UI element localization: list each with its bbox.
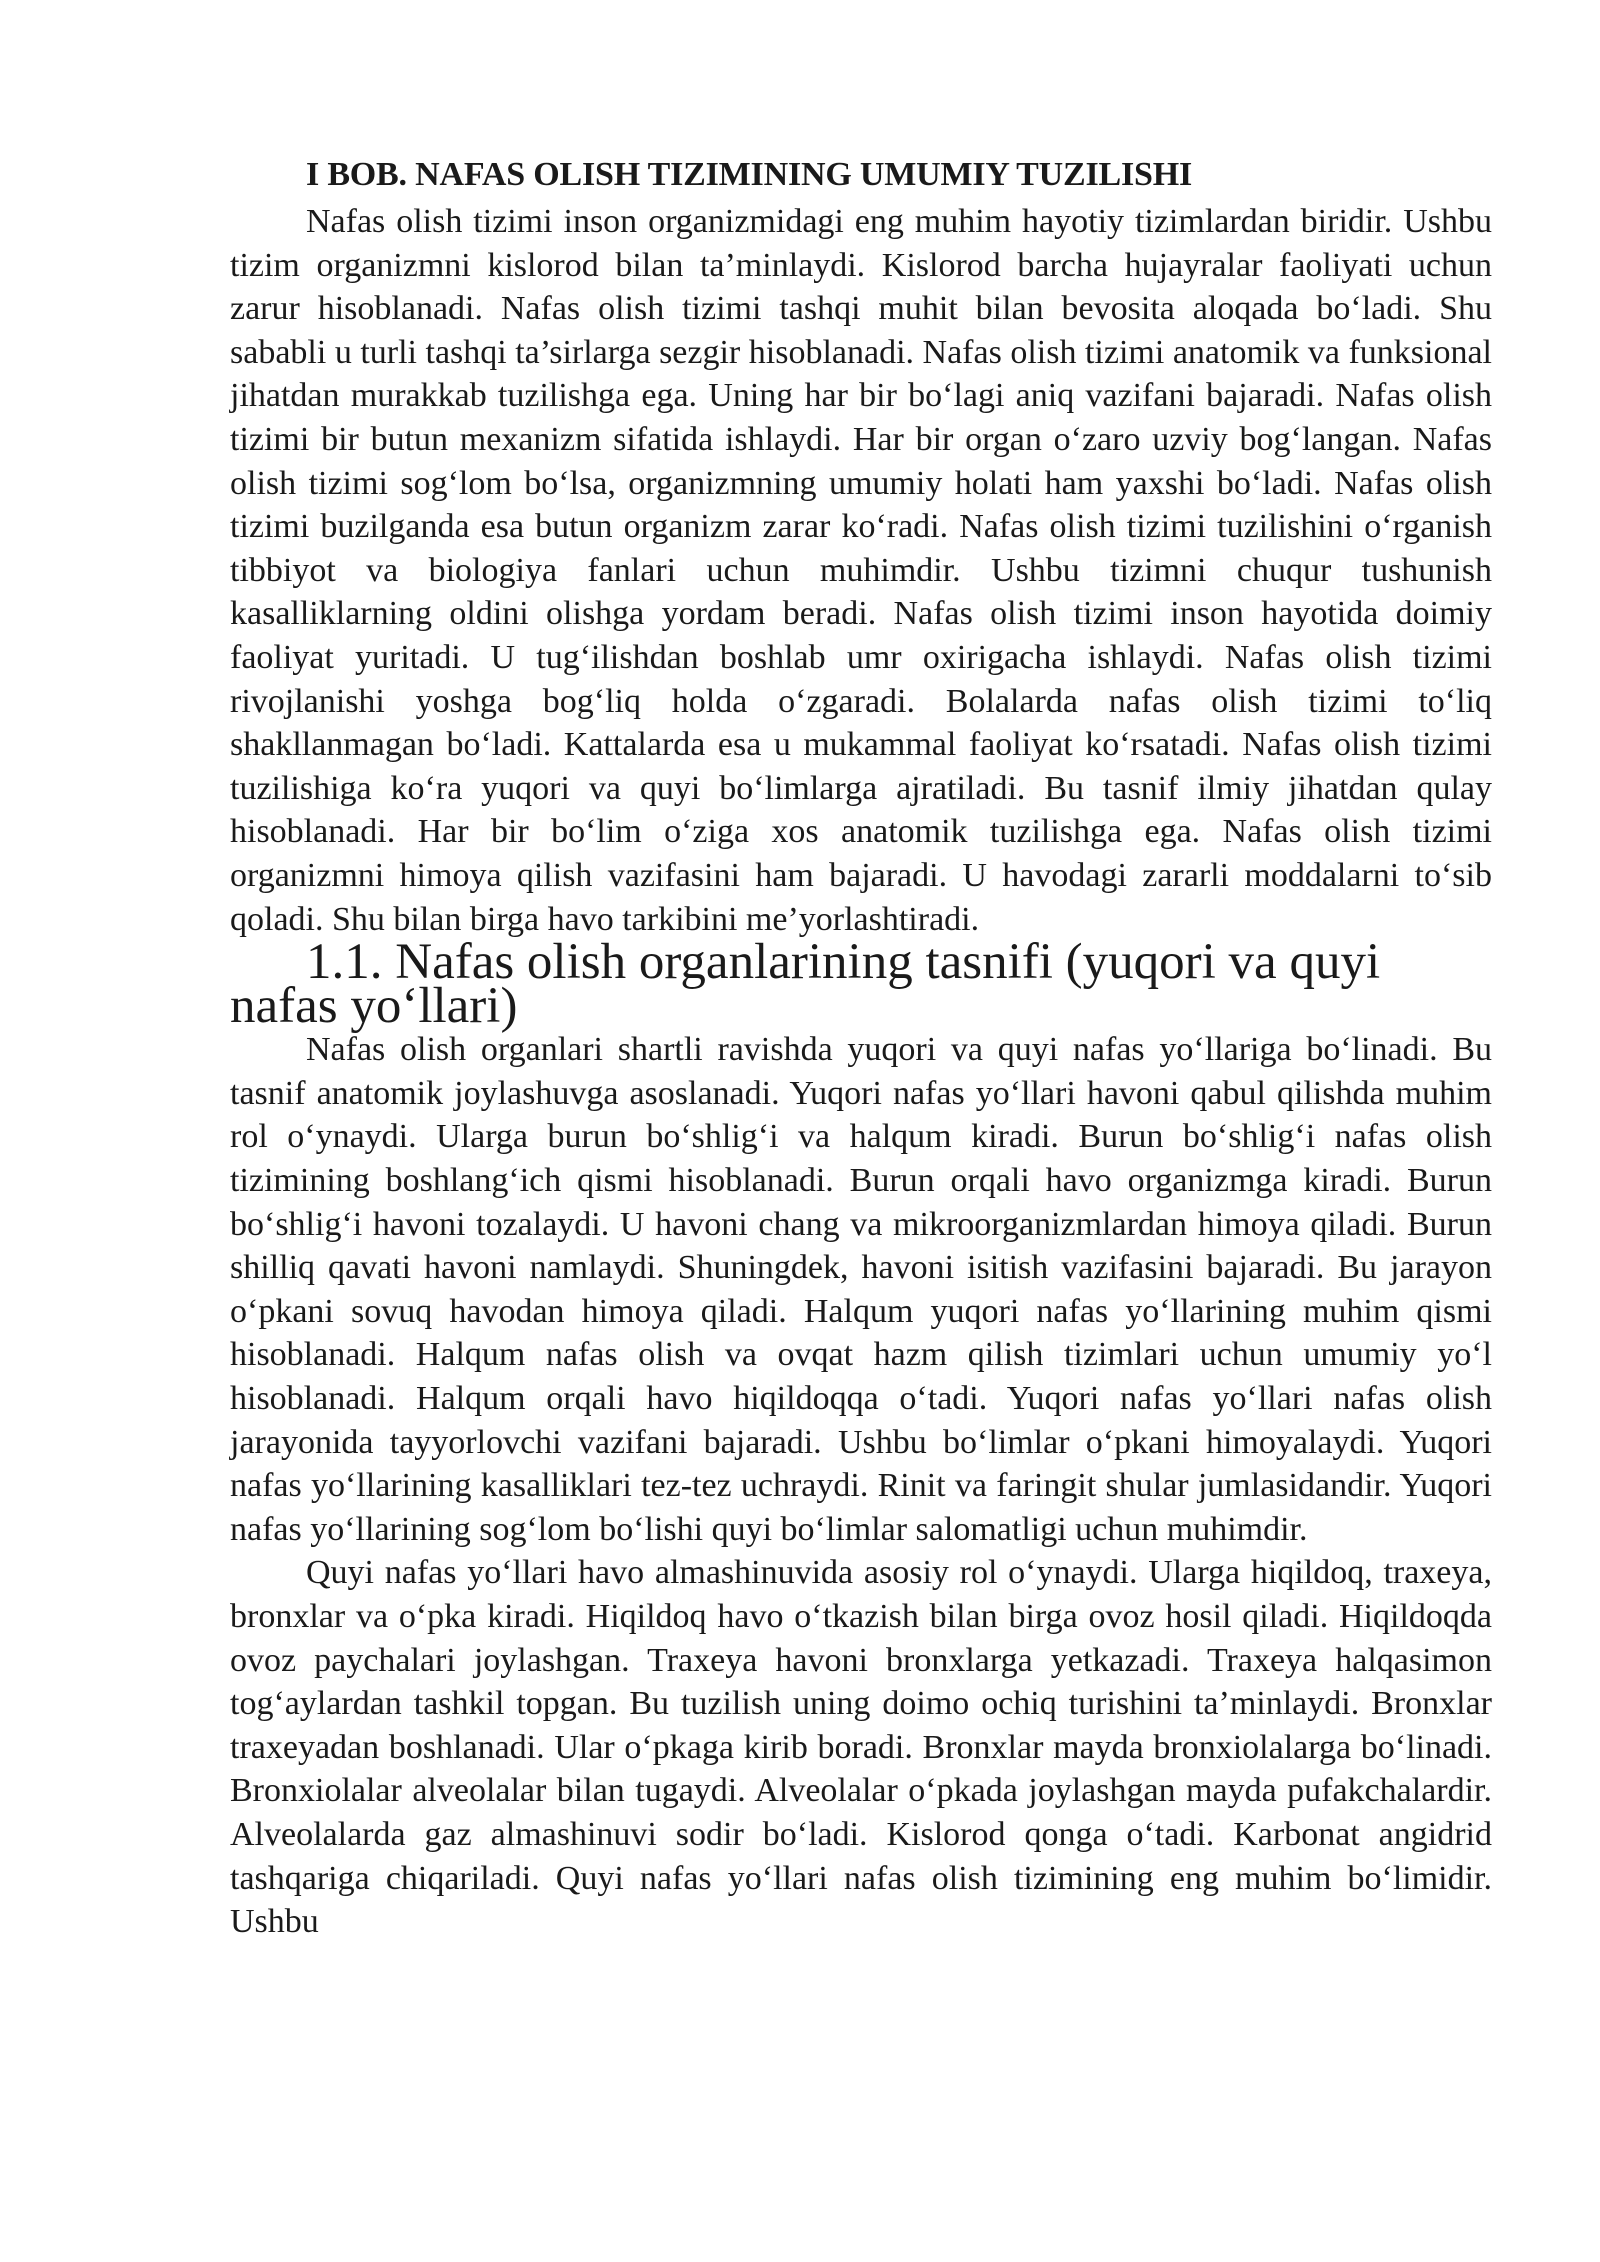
- chapter-title: I BOB. NAFAS OLISH TIZIMINING UMUMIY TUZILISHI: [306, 156, 1193, 193]
- paragraph-upper-airways: Nafas olish organlari shartli ravishda yuqori va quyi nafas yo‘llariga bo‘linadi. Bu tasnif anatomik joylashuvga asoslanadi. Yuqori nafas yo‘llari havoni qabul qilishda muhim rol o‘ynaydi. Ularga burun bo‘shlig‘i va halqum kiradi. Burun bo‘shlig‘i nafas olish tizimining boshlang‘ich qismi hisoblanadi. Burun orqali havo organizmga kiradi. Burun bo‘shlig‘i havoni tozalaydi. U havoni chang va mikroorganizmlardan himoya qiladi. Burun shilliq qavati havoni namlaydi. Shuningdek, havoni isitish vazifasini bajaradi. Bu jarayon o‘pkani sovuq havodan himoya qiladi. Halqum yuqori nafas yo‘llarining muhim qismi hisoblanadi. Halqum nafas olish va ovqat hazm qilish tizimlari uchun umumiy yo‘l hisoblanadi. Halqum orqali havo hiqildoqqa o‘tadi. Yuqori nafas yo‘llari nafas olish jarayonida tayyorlovchi vazifani bajaradi. Ushbu bo‘limlar o‘pkani himoyalaydi. Yuqori nafas yo‘llarining kasalliklari tez-tez uchraydi. Rinit va faringit shular jumlasidandir. Yuqori nafas yo‘llarining sog‘lom bo‘lishi quyi bo‘limlar salomatligi uchun muhimdir.: [230, 1031, 1492, 1548]
- paragraph-lower-airways: Quyi nafas yo‘llari havo almashinuvida asosiy rol o‘ynaydi. Ularga hiqildoq, traxeya, bronxlar va o‘pka kiradi. Hiqildoq havo o‘tkazish bilan birga ovoz hosil qiladi. Hiqildoqda ovoz paychalari joylashgan. Traxeya havoni bronxlarga yetkazadi. Traxeya halqasimon tog‘aylardan tashkil topgan. Bu tuzilish uning doimo ochiq turishini ta’minlaydi. Bronxlar traxeyadan boshlanadi. Ular o‘pkaga kirib boradi. Bronxlar mayda bronxiolalarga bo‘linadi. Bronxiolalar alveolalar bilan tugaydi. Alveolalar o‘pkada joylashgan mayda pufakchalardir. Alveolalarda gaz almashinuvi sodir bo‘ladi. Kislorod qonga o‘tadi. Karbonat angidrid tashqariga chiqariladi. Quyi nafas yo‘llari nafas olish tizimining eng muhim bo‘limidir. Ushbu: [230, 1554, 1492, 1941]
- document-page: [230, 150, 1492, 1944]
- paragraph-intro: Nafas olish tizimi inson organizmidagi eng muhim hayotiy tizimlardan biridir. Ushbu tizim organizmni kislorod bilan ta’minlaydi. Kislorod barcha hujayralar faoliyati uchun zarur hisoblanadi. Nafas olish tizimi tashqi muhit bilan bevosita aloqada bo‘ladi. Shu sababli u turli tashqi ta’sirlarga sezgir hisoblanadi. Nafas olish tizimi anatomik va funksional jihatdan murakkab tuzilishga ega. Uning har bir bo‘lagi aniq vazifani bajaradi. Nafas olish tizimi bir butun mexanizm sifatida ishlaydi. Har bir organ o‘zaro uzviy bog‘langan. Nafas olish tizimi sog‘lom bo‘lsa, organizmning umumiy holati ham yaxshi bo‘ladi. Nafas olish tizimi buzilganda esa butun organizm zarar ko‘radi. Nafas olish tizimi tuzilishini o‘rganish tibbiyot va biologiya fanlari uchun muhimdir. Ushbu tizimni chuqur tushunish kasalliklarning oldini olishga yordam beradi. Nafas olish tizimi inson hayotida doimiy faoliyat yuritadi. U tug‘ilishdan boshlab umr oxirigacha ishlaydi. Nafas olish tizimi rivojlanishi yoshga bog‘liq holda o‘zgaradi. Bolalarda nafas olish tizimi to‘liq shakllanmagan bo‘ladi. Kattalarda esa u mukammal faoliyat ko‘rsatadi. Nafas olish tizimi tuzilishiga ko‘ra yuqori va quyi bo‘limlarga ajratiladi. Bu tasnif ilmiy jihatdan qulay hisoblanadi. Har bir bo‘lim o‘ziga xos anatomik tuzilishga ega. Nafas olish tizimi organizmni himoya qilish vazifasini ham bajaradi. U havodagi zararli moddalarni to‘sib qoladi. Shu bilan birga havo tarkibini me’yorlashtiradi.: [230, 203, 1492, 938]
- section-heading: 1.1. Nafas olish organlarining tasnifi (yuqori va quyi nafas yo‘llari): [230, 934, 1381, 1034]
